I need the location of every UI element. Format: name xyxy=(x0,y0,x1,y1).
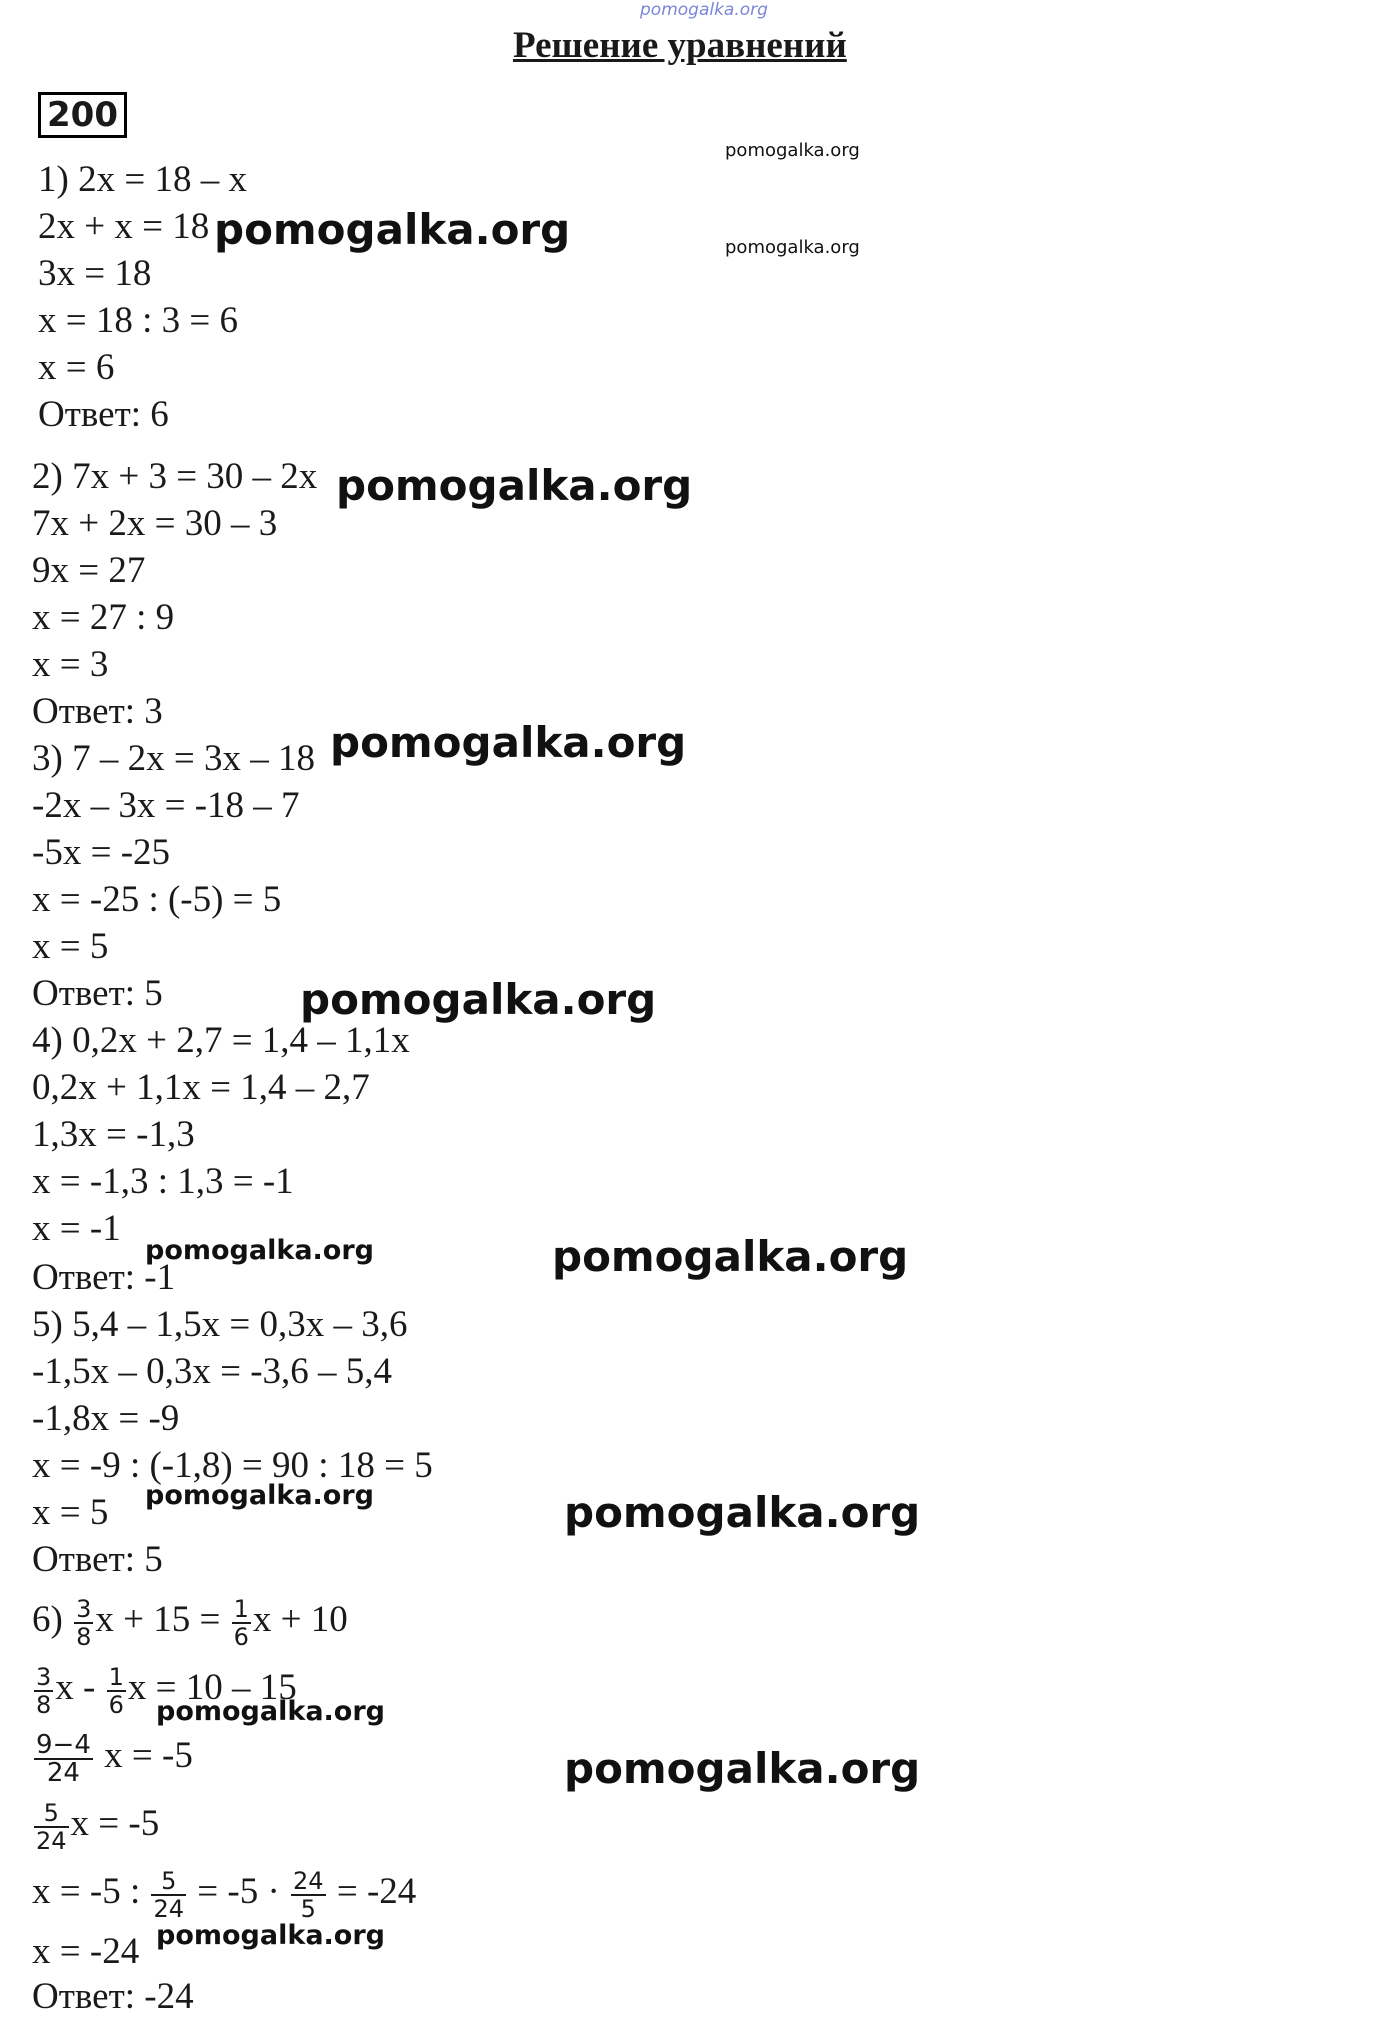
solution-line: x = 27 : 9 xyxy=(32,597,175,638)
line-tail: x = -5 xyxy=(70,1803,160,1844)
watermark: pomogalka.org xyxy=(330,718,687,767)
line-mid: = -5 · xyxy=(188,1871,290,1912)
solution-line: x = -25 : (-5) = 5 xyxy=(32,879,282,920)
watermark: pomogalka.org xyxy=(156,1696,385,1727)
denominator: 5 xyxy=(300,1894,316,1923)
numerator: 1 xyxy=(233,1594,249,1623)
watermark: pomogalka.org xyxy=(725,237,860,258)
solution-line: -1,5x – 0,3x = -3,6 – 5,4 xyxy=(32,1351,393,1392)
solution-line: 2x + x = 18 xyxy=(38,206,210,247)
line-tail: = -24 xyxy=(327,1871,417,1912)
solution-line: x = 5 xyxy=(32,1492,109,1533)
fraction xyxy=(34,1800,69,1854)
watermark: pomogalka.org xyxy=(145,1235,374,1266)
line-mid: x - xyxy=(55,1667,105,1708)
solution-line xyxy=(32,1794,159,1854)
solution-line xyxy=(32,1590,348,1650)
watermark: pomogalka.org xyxy=(552,1232,909,1281)
watermark: pomogalka.org xyxy=(564,1488,921,1537)
solution-line: x = 3 xyxy=(32,644,109,685)
solution-answer: Ответ: 5 xyxy=(32,1539,163,1580)
watermark: pomogalka.org xyxy=(145,1480,374,1511)
solution-line: x = -1 xyxy=(32,1208,121,1249)
denominator: 24 xyxy=(36,1826,67,1855)
solution-line: x = 18 : 3 = 6 xyxy=(38,300,239,341)
page-title: Решение уравнений xyxy=(513,25,847,66)
solution-line: 7x + 2x = 30 – 3 xyxy=(32,503,278,544)
numerator: 1 xyxy=(108,1662,124,1691)
solution-line: x = 6 xyxy=(38,347,115,388)
denominator: 8 xyxy=(76,1622,92,1651)
fraction xyxy=(291,1868,326,1922)
solution-line: 1) 2x = 18 – x xyxy=(38,159,247,200)
solution-line: 5) 5,4 – 1,5x = 0,3x – 3,6 xyxy=(32,1304,408,1345)
solution-answer: Ответ: -24 xyxy=(32,1976,194,2017)
numerator: 3 xyxy=(76,1594,92,1623)
site-watermark-top: pomogalka.org xyxy=(640,0,768,20)
solution-line: 9x = 27 xyxy=(32,550,146,591)
solution-answer: Ответ: 5 xyxy=(32,973,163,1014)
numerator: 3 xyxy=(36,1662,52,1691)
fraction xyxy=(151,1868,186,1922)
solution-answer: Ответ: 6 xyxy=(38,394,169,435)
denominator: 6 xyxy=(233,1622,249,1651)
solution-answer: Ответ: -1 xyxy=(32,1257,176,1298)
solution-line: x = 5 xyxy=(32,926,109,967)
solution-line: -1,8x = -9 xyxy=(32,1398,180,1439)
solution-line xyxy=(32,1726,193,1786)
fraction xyxy=(34,1729,93,1788)
solution-line: x = -24 xyxy=(32,1931,140,1972)
solution-line: 3) 7 – 2x = 3x – 18 xyxy=(32,738,315,779)
line-prefix: x = -5 : xyxy=(32,1871,150,1912)
exercise-number: 200 xyxy=(38,92,127,138)
fraction xyxy=(34,1664,53,1718)
solution-line: -5x = -25 xyxy=(32,832,171,873)
line-mid: x + 15 = xyxy=(95,1599,230,1640)
denominator: 24 xyxy=(153,1894,185,1923)
watermark: pomogalka.org xyxy=(300,975,657,1024)
denominator: 6 xyxy=(108,1690,124,1719)
watermark: pomogalka.org xyxy=(564,1744,921,1793)
solution-line xyxy=(32,1862,416,1922)
solution-line: 4) 0,2x + 2,7 = 1,4 – 1,1x xyxy=(32,1020,410,1061)
fraction xyxy=(107,1664,126,1718)
numerator: 5 xyxy=(151,1868,186,1896)
numerator: 9−4 xyxy=(36,1729,91,1760)
numerator: 24 xyxy=(293,1866,324,1895)
solution-line: x = -1,3 : 1,3 = -1 xyxy=(32,1161,294,1202)
line-prefix: 6) xyxy=(32,1599,73,1640)
watermark: pomogalka.org xyxy=(725,140,860,161)
line-tail: x + 10 xyxy=(252,1599,348,1640)
line-tail: x = 10 – 15 xyxy=(127,1667,297,1708)
line-tail: x = -5 xyxy=(94,1735,193,1776)
denominator: 8 xyxy=(36,1690,52,1719)
solution-line: 2) 7x + 3 = 30 – 2x xyxy=(32,456,318,497)
fraction xyxy=(232,1596,251,1650)
denominator: 24 xyxy=(46,1757,80,1788)
watermark: pomogalka.org xyxy=(214,205,571,254)
numerator: 5 xyxy=(34,1800,69,1828)
solution-line: -2x – 3x = -18 – 7 xyxy=(32,785,300,826)
watermark: pomogalka.org xyxy=(336,461,693,510)
fraction xyxy=(74,1596,93,1650)
watermark: pomogalka.org xyxy=(156,1920,385,1951)
solution-line: 1,3x = -1,3 xyxy=(32,1114,195,1155)
solution-answer: Ответ: 3 xyxy=(32,691,163,732)
solution-line: 0,2x + 1,1x = 1,4 – 2,7 xyxy=(32,1067,370,1108)
solution-line: x = -9 : (-1,8) = 90 : 18 = 5 xyxy=(32,1445,433,1486)
solution-line: 3x = 18 xyxy=(38,253,152,294)
